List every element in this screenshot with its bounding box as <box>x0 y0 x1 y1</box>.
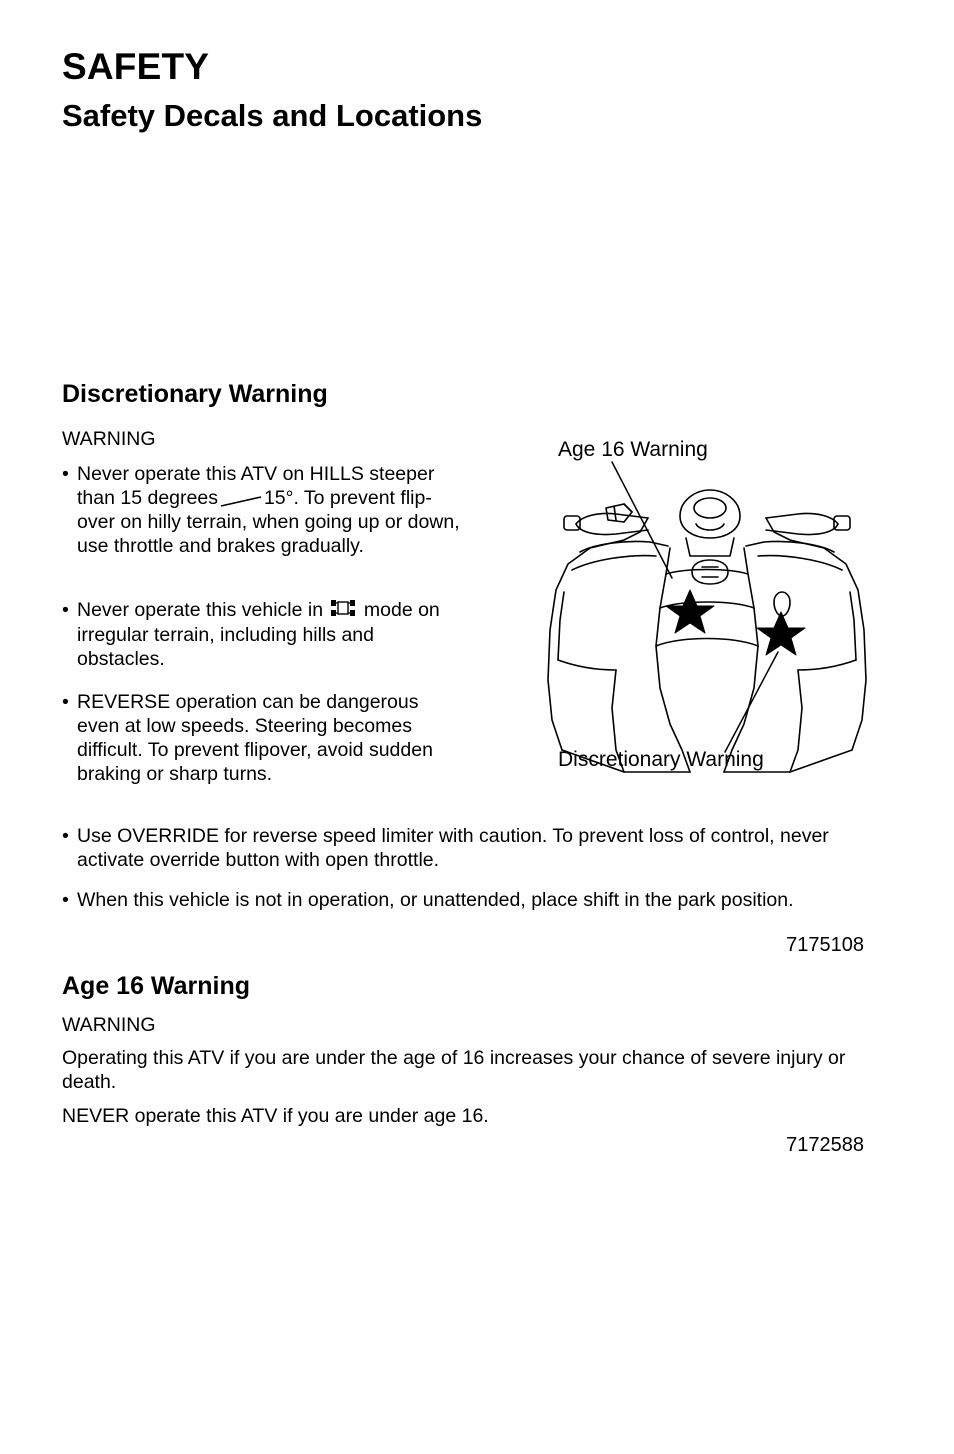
four-wheel-drive-icon <box>328 596 358 620</box>
bullet-item-park <box>62 888 862 912</box>
page-title: SAFETY <box>62 46 210 87</box>
star-icon <box>666 590 714 633</box>
page-subtitle: Safety Decals and Locations <box>62 98 483 133</box>
bullet-text-park: When this vehicle is not in operation, or unattended, place shift in the park position. <box>77 889 794 911</box>
bullet-text-mode-after: mode on irregular terrain, including hills and obstacles. <box>77 599 440 670</box>
figure-callout-age-16-warning: Age 16 Warning <box>558 438 708 461</box>
warning-label-age16: WARNING <box>62 1014 156 1036</box>
bullet-text-reverse: REVERSE operation can be dangerous even at low speeds. Steering becomes difficult. To prevent flipover, avoid sudden braking or sharp turns. <box>77 691 433 785</box>
bullet-marker: • <box>62 463 69 485</box>
slope-angle-icon <box>218 490 264 504</box>
bullet-marker: • <box>62 889 69 911</box>
bullet-text-hills <box>62 462 467 558</box>
section-heading-age-16-warning: Age 16 Warning <box>62 972 250 1000</box>
paragraph-age16-never: NEVER operate this ATV if you are under age 16. <box>62 1105 489 1127</box>
bullet-text-mode <box>62 598 447 671</box>
bullet-item-override <box>62 824 862 872</box>
warning-label-discretionary: WARNING <box>62 428 156 450</box>
bullet-marker: • <box>62 599 69 621</box>
figure-callout-discretionary-warning: Discretionary Warning <box>558 748 764 771</box>
bullet-text-override: Use OVERRIDE for reverse speed limiter with caution. To prevent loss of control, never activate override button with open throttle. <box>77 825 829 871</box>
bullet-text-mode-before: Never operate this vehicle in <box>77 599 324 621</box>
part-number-age16: 7172588 <box>786 1134 864 1156</box>
section-heading-discretionary-warning: Discretionary Warning <box>62 380 328 408</box>
star-icon <box>757 612 805 655</box>
bullet-item-mode <box>62 598 447 671</box>
bullet-item-hills <box>62 462 467 558</box>
bullet-marker: • <box>62 825 69 847</box>
bullet-text-hills-before: Never operate this ATV on HILLS steeper than 15 degrees <box>77 463 435 509</box>
atv-decal-location-figure <box>520 420 900 780</box>
bullet-text-hills-after: 15°. To prevent flip-over on hilly terrain, when going up or down, use throttle and brakes gradually. <box>77 487 460 557</box>
paragraph-age16-risk: Operating this ATV if you are under the age of 16 increases your chance of severe injury or death. <box>62 1047 846 1093</box>
bullet-marker: • <box>62 691 69 713</box>
bullet-item-reverse <box>62 690 462 786</box>
part-number-discretionary: 7175108 <box>786 934 864 956</box>
